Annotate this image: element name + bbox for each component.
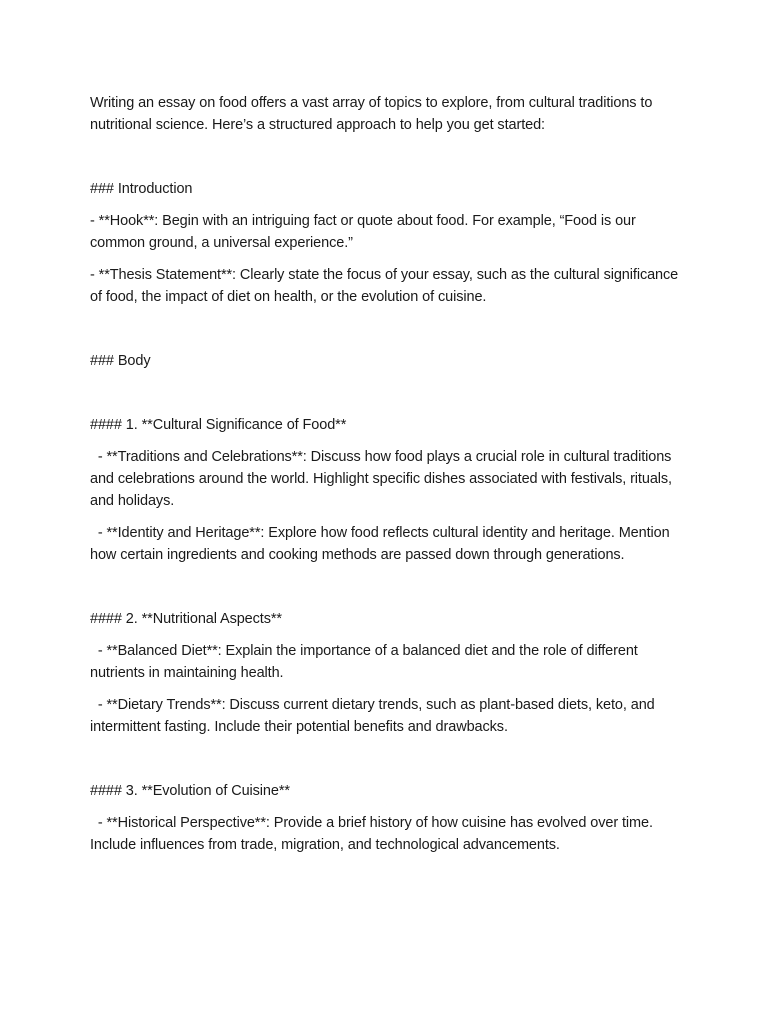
list-item-dietary-trends <box>90 694 690 738</box>
list-item-hook: - **Hook**: Begin with an intriguing fact or quote about food. For example, “Food is our common ground, a universal experience.” <box>90 213 636 251</box>
list-item-identity <box>90 522 690 566</box>
list-item-text: - **Historical Perspective**: Provide a brief history of how cuisine has evolved over time. Include influences from trade, migration, and technological advancements. <box>90 815 653 853</box>
list-item-text: - **Dietary Trends**: Discuss current dietary trends, such as plant-based diets, keto, and intermittent fasting. Include their potential benefits and drawbacks. <box>90 697 655 735</box>
list-item-balanced-diet <box>90 640 690 684</box>
list-item-traditions <box>90 446 690 512</box>
document-page <box>90 92 690 866</box>
list-item-thesis: - **Thesis Statement**: Clearly state the focus of your essay, such as the cultural significance of food, the impact of diet on health, or the evolution of cuisine. <box>90 267 679 305</box>
section-heading-introduction: ### Introduction <box>90 181 193 197</box>
list-item-text: - **Traditions and Celebrations**: Discuss how food plays a crucial role in cultural traditions and celebrations around the world. Highlight specific dishes associated with festivals, rituals, and holidays. <box>90 449 672 509</box>
section-heading-body: ### Body <box>90 353 151 369</box>
list-item-historical <box>90 812 690 856</box>
subsection-heading-nutritional: #### 2. **Nutritional Aspects** <box>90 611 282 627</box>
subsection-heading-evolution: #### 3. **Evolution of Cuisine** <box>90 783 290 799</box>
subsection-heading-cultural: #### 1. **Cultural Significance of Food** <box>90 417 347 433</box>
list-item-text: - **Balanced Diet**: Explain the importance of a balanced diet and the role of different nutrients in maintaining health. <box>90 643 638 681</box>
intro-paragraph: Writing an essay on food offers a vast array of topics to explore, from cultural traditions to nutritional science. Here’s a structured approach to help you get started: <box>90 95 653 133</box>
list-item-text: - **Identity and Heritage**: Explore how food reflects cultural identity and heritage. Mention how certain ingredients and cooking methods are passed down through generations. <box>90 525 670 563</box>
